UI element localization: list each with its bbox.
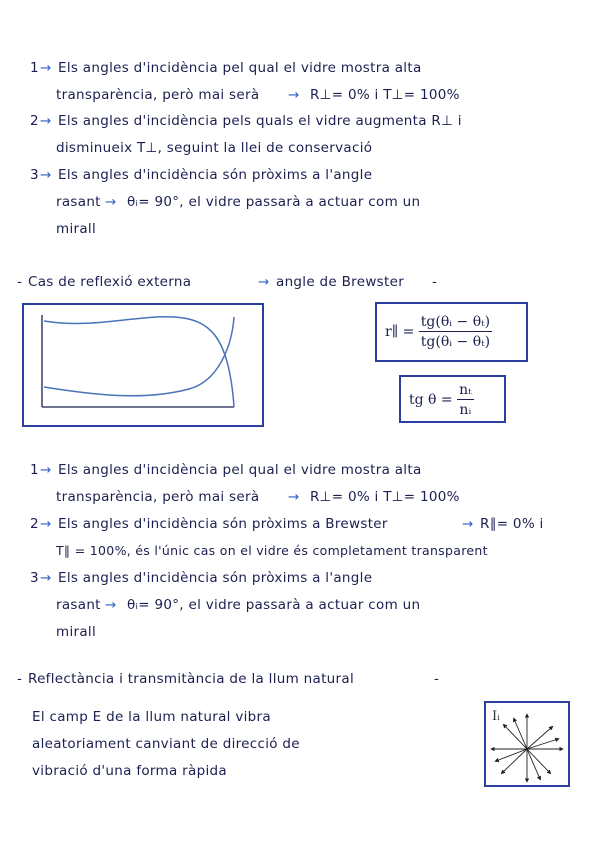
item-text: transparència, però mai serà [56,489,260,505]
formula-denominator: tg(θᵢ − θₜ) [420,334,491,350]
item-text: R∥= 0% i [480,516,544,532]
formula-numerator: tg(θᵢ − θₜ) [420,314,491,330]
arrow-icon: → [40,516,52,532]
item-number: 1 [30,60,39,76]
heading-dash: - [434,671,440,687]
reflectance-curves [24,305,262,425]
formula-denominator: nᵢ [459,402,472,418]
arrow-icon: → [105,597,117,613]
arrow-icon: → [258,274,270,290]
formula-box-reflection [375,302,528,362]
brewster-graph [22,303,264,427]
item-text: mirall [56,624,97,640]
item-text: θᵢ= 90°, el vidre passarà a actuar com un [127,194,421,210]
item-number: 2 [30,113,39,129]
item-text: R⊥= 0% i T⊥= 100% [310,87,460,103]
item-text: T∥ = 100%, és l'únic cas on el vidre és completament transparent [56,543,488,558]
formula-numerator: nₜ [459,382,472,398]
item-number: 2 [30,516,39,532]
arrow-icon: → [288,489,300,505]
arrow-icon: → [40,113,52,129]
item-text: R⊥= 0% i T⊥= 100% [310,489,460,505]
body-text: aleatoriament canviant de direcció de [32,736,300,752]
item-text: Els angles d'incidència pel qual el vidre mostra alta [58,462,422,478]
arrow-icon: → [40,570,52,586]
item-number: 1 [30,462,39,478]
formula-lhs: tg θ = [409,392,453,408]
section-heading: Reflectància i transmitància de la llum natural [28,671,355,687]
arrow-icon: → [40,60,52,76]
formula-lhs: r∥ = [385,324,415,340]
formula-box-brewster [399,375,506,423]
item-text: rasant [56,597,101,613]
natural-light-diagram [484,701,570,787]
arrow-icon: → [462,516,474,532]
arrow-icon: → [40,167,52,183]
heading-dash: - [432,274,438,290]
intensity-label: Iᵢ [492,709,500,724]
item-text: Els angles d'incidència són pròxims a l'angle [58,570,373,586]
item-text: θᵢ= 90°, el vidre passarà a actuar com un [127,597,421,613]
heading-dash: - [17,274,23,290]
random-polarization-icon [486,703,568,785]
item-text: Els angles d'incidència pel qual el vidre mostra alta [58,60,422,76]
item-text: Els angles d'incidència són pròxims a Brewster [58,516,388,532]
arrow-icon: → [105,194,117,210]
arrow-icon: → [40,462,52,478]
item-number: 3 [30,570,39,586]
arrow-icon: → [288,87,300,103]
item-text: Els angles d'incidència pels quals el vidre augmenta R⊥ i [58,113,462,129]
item-text: disminueix T⊥, seguint la llei de conservació [56,140,373,156]
item-text: rasant [56,194,101,210]
item-text: transparència, però mai serà [56,87,260,103]
heading-dash: - [17,671,23,687]
section-heading: angle de Brewster [276,274,405,290]
item-text: Els angles d'incidència són pròxims a l'angle [58,167,373,183]
item-number: 3 [30,167,39,183]
item-text: mirall [56,221,97,237]
body-text: vibració d'una forma ràpida [32,763,227,779]
section-heading: Cas de reflexió externa [28,274,192,290]
body-text: El camp E de la llum natural vibra [32,709,271,725]
